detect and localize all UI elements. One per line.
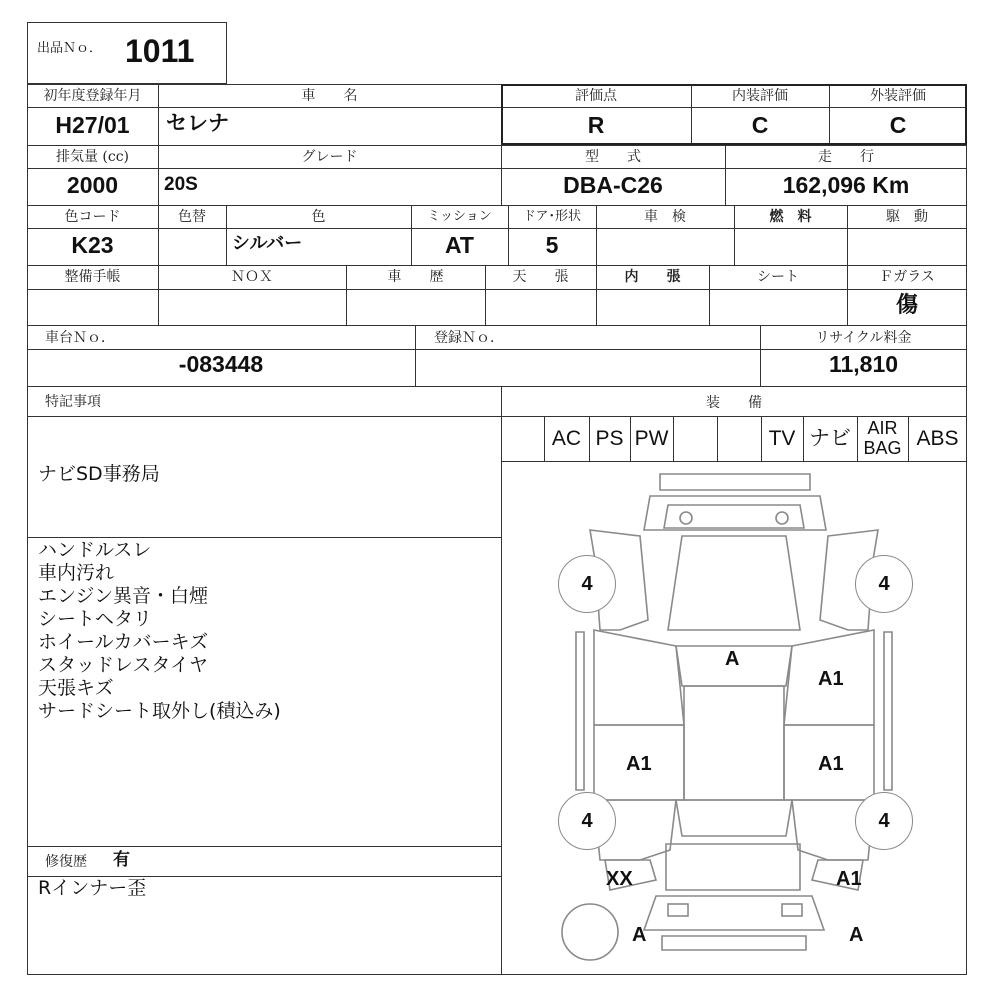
lot-number-label: 出品Ｎｏ． [37,41,103,56]
lot-number-value: 1011 [125,33,195,69]
equip-navi: ナビ [809,427,851,450]
recycle-label: リサイクル料金 [815,330,912,346]
history-label: 車 歴 [387,269,444,285]
damage-windshield: A [725,648,740,670]
tire-rear-right-value: 4 [878,810,890,832]
interior-value: C [751,112,769,138]
chassis-label: 車台Ｎｏ． [45,330,115,346]
registration-no-label: 登録Ｎｏ． [434,330,504,346]
equip-abs: ABS [916,427,959,450]
displacement-label: 排気量 (cc) [55,149,130,165]
inspection-label: 車 検 [644,209,686,225]
registration-label: 初年度登録年月 [43,88,142,104]
equip-tv: TV [768,427,796,450]
registration-value: H27/01 [55,112,130,138]
damage-rear-right: A [849,924,864,946]
equip-pw: PW [634,427,669,450]
front-glass-value: 傷 [895,292,918,318]
equip-airbag: AIR BAG [863,418,902,458]
equipment-label: 装 備 [706,395,762,411]
note-line: 天張キズ [38,677,114,699]
note-line: シートヘタリ [38,608,153,630]
mileage-value: 162,096 Km [782,172,910,198]
damage-right-front: A1 [818,668,844,690]
car-name-value: セレナ [166,111,229,135]
model-label: 型 式 [585,149,641,165]
exterior-value: C [889,112,907,138]
mileage-label: 走 行 [818,149,874,165]
roof-label: 天 張 [512,269,569,285]
mission-label: ミッション [427,209,492,224]
repaint-label: 色替 [178,209,206,225]
tire-front-left-value: 4 [581,573,593,595]
note-line: スタッドレスタイヤ [38,654,209,676]
color-value: シルバー [232,233,303,254]
exterior-label: 外装評価 [870,88,926,104]
note-line: エンジン異音・白煙 [38,585,209,607]
tire-rear-left-value: 4 [581,810,593,832]
recycle-value: 11,810 [828,351,899,377]
repair-note: Rインナー歪 [38,877,147,899]
score-label: 評価点 [575,88,617,104]
door-label: ドア･形状 [522,209,582,224]
repair-history-value: 有 [113,850,130,870]
displacement-value: 2000 [66,172,119,198]
score-value: R [587,112,605,138]
color-code-label: 色コード [64,209,121,225]
grade-value: 20S [164,174,198,195]
note-line: ホイールカバーキズ [38,631,209,653]
inner-lining-label: 内 張 [624,269,681,285]
damage-left-rear: XX [606,868,633,890]
fuel-label: 燃 料 [769,209,812,225]
repair-history-label: 修復歴 [45,854,87,870]
note-line: ハンドルスレ [38,539,152,561]
notes-label: 特記事項 [45,394,101,410]
seat-label: シート [757,269,799,285]
model-value: DBA-C26 [563,172,663,198]
equip-ac: AC [551,427,582,450]
mission-value: AT [445,232,474,258]
note-line: サードシート取外し(積込み) [38,700,281,722]
color-code-value: K23 [71,232,114,258]
chassis-value: -083448 [178,351,264,377]
interior-label: 内装評価 [732,88,788,104]
door-value: 5 [545,232,559,258]
nox-label: ＮＯＸ [231,269,273,285]
front-glass-label: Ｆガラス [879,269,935,285]
notes-list [38,539,281,723]
note-line: 車内汚れ [38,562,115,584]
damage-left-door: A1 [626,753,652,775]
notes-top: ナビSD事務局 [38,463,160,485]
car-damage-diagram [501,461,967,975]
drive-label: 駆 動 [886,209,928,225]
color-label: 色 [311,209,326,225]
damage-right-door: A1 [818,753,844,775]
damage-rear-left: A [632,924,647,946]
grade-label: グレード [301,149,358,165]
equip-ps: PS [595,427,624,450]
car-name-label: 車 名 [301,88,358,104]
damage-right-rear: A1 [836,868,862,890]
maintenance-label: 整備手帳 [64,269,121,285]
tire-front-right-value: 4 [878,573,890,595]
